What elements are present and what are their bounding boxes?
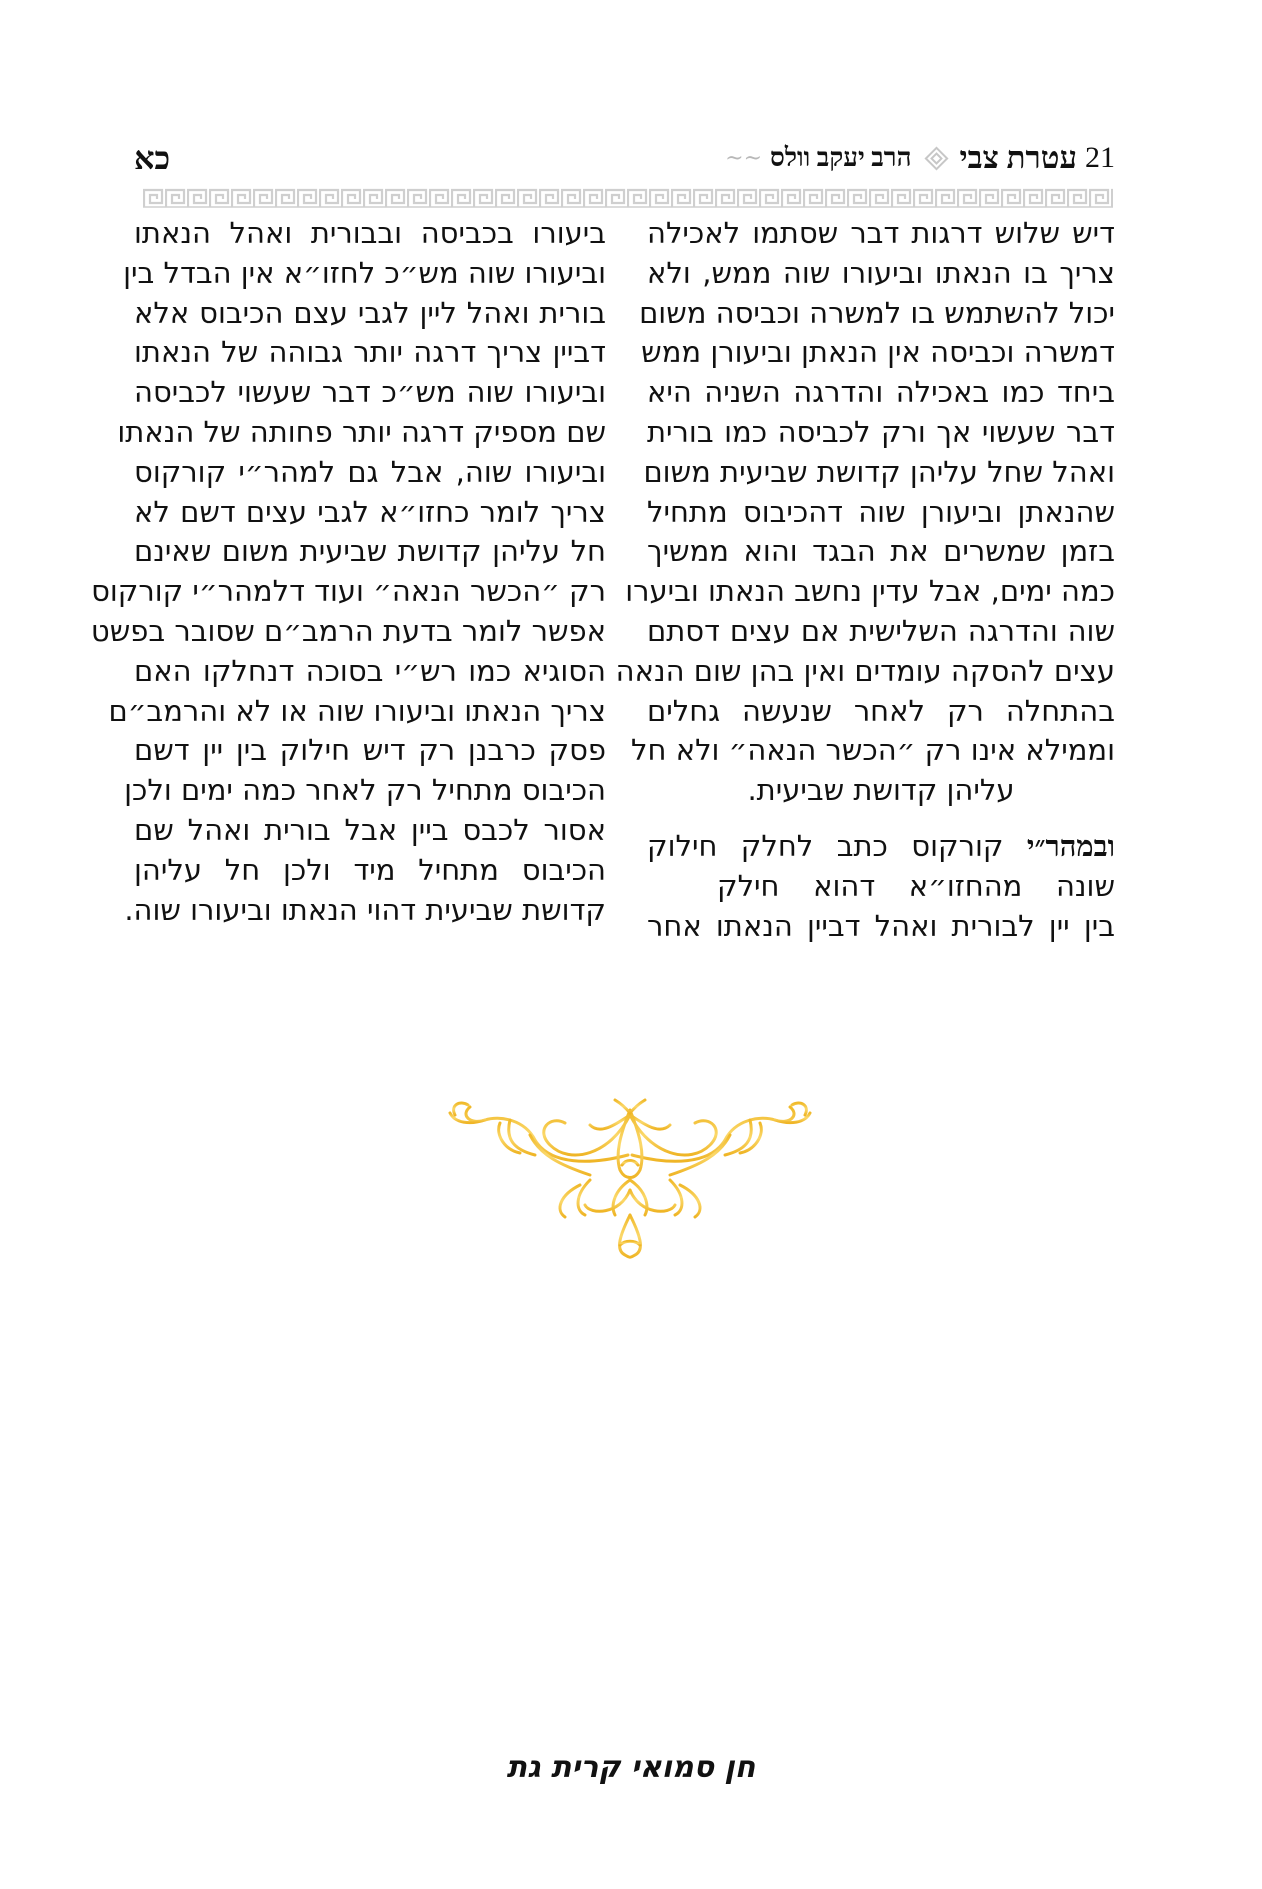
text-line: צריך בו הנאתו וביעורו שוה ממש, ולא (647, 255, 1115, 290)
text-line: אסור לכבס ביין אבל בורית ואהל שם (134, 812, 606, 847)
text-line: ביעורו בכביסה ובבורית ואהל הנאתו (134, 216, 606, 250)
book-title: עטרת צבי (959, 140, 1077, 175)
right-column (615, 214, 1115, 946)
diamond-icon (926, 148, 946, 168)
text-line: ואהל שחל עליהן קדושת שביעית משום (643, 454, 1115, 489)
text-line: שונה מהחזו״א דהוא חילק (717, 868, 1115, 903)
chapter-letter: כא (134, 140, 171, 176)
text-line: וביעורו שוה, אבל גם למהר״י קורקוס (134, 454, 606, 489)
text-line: בהתחלה רק לאחר שנעשה גחלים (647, 693, 1115, 728)
gold-filigree-ornament-icon (440, 1095, 820, 1265)
text-line: רק ״הכשר הנאה״ ועוד דלמהר״י קורקוס (91, 574, 606, 609)
text-line: כמה ימים, אבל עדין נחשב הנאתו וביערו (625, 574, 1115, 609)
header-right-group (725, 140, 1115, 176)
lead-word: ובמהר״י (1026, 828, 1115, 863)
page-number: 21 (1085, 141, 1115, 174)
text-line: עליהן קדושת שביעית. (747, 773, 1015, 808)
text-line: יכול להשתמש בו למשרה וכביסה משום (639, 295, 1115, 330)
line-rest: קורקוס כתב לחלק חילוק (647, 828, 1004, 863)
text-line: וממילא אינו רק ״הכשר הנאה״ ולא חל (631, 733, 1115, 768)
text-line: הכיבוס מתחיל רק לאחר כמה ימים ולכן (124, 773, 606, 808)
text-line: שוה והדרגה השלישית אם עצים דסתם (647, 613, 1115, 648)
running-header (134, 140, 1115, 190)
text-line: וביעורו שוה מש״כ דבר שעשוי לכביסה (134, 375, 606, 410)
text-line: שם מספיק דרגה יותר פחותה של הנאתו (117, 414, 606, 449)
text-line: צריך לומר כחזו״א לגבי עצים דשם לא (134, 494, 606, 529)
text-line: דביין צריך דרגה יותר גבוהה של הנאתו (134, 335, 606, 370)
text-line: צריך הנאתו וביעורו שוה או לא והרמב״ם (108, 693, 606, 728)
text-line: בזמן שמשרים את הבגד והוא ממשיך (647, 534, 1115, 569)
author-name: הרב יעקב וולס (770, 143, 912, 172)
paragraph-gap (647, 811, 1115, 827)
footer-credit: חן סמואי קרית גת (506, 1750, 756, 1785)
text-line: בין יין לבורית ואהל דביין הנאתו אחר (647, 908, 1115, 943)
text-line: דמשרה וכביסה אין הנאתן וביעורן ממש (641, 335, 1115, 370)
text-line: דיש שלוש דרגות דבר שסתמו לאכילה (647, 216, 1115, 250)
text-line: הסוגיא כמו רש״י בסוכה דנחלקו האם (134, 653, 606, 688)
text-line: קדושת שביעית דהוי הנאתו וביעורו שוה. (124, 892, 606, 927)
text-line: הכיבוס מתחיל מיד ולכן חל עליהן (134, 852, 606, 887)
text-line: וביעורו שוה מש״כ לחזו״א אין הבדל בין (123, 255, 606, 290)
left-column (90, 214, 606, 930)
text-line: ביחד כמו באכילה והדרגה השניה היא (647, 375, 1115, 410)
greek-key-border-icon (143, 188, 1113, 208)
text-line: חל עליהן קדושת שביעית משום שאינם (134, 534, 606, 569)
text-line (647, 827, 1115, 867)
tilde-ornament-icon: ~~ (725, 145, 763, 171)
text-line: אפשר לומר בדעת הרמב״ם שסובר בפשט (90, 613, 606, 648)
text-line: דבר שעשוי אך ורק לכביסה כמו בורית (647, 414, 1115, 449)
text-line: פסק כרבנן רק דיש חילוק בין יין דשם (134, 733, 606, 768)
text-line: בורית ואהל ליין לגבי עצם הכיבוס אלא (134, 295, 606, 330)
text-line: עצים להסקה עומדים ואין בהן שום הנאה (615, 653, 1115, 688)
text-line: שהנאתן וביעורן שוה דהכיבוס מתחיל (647, 494, 1115, 529)
